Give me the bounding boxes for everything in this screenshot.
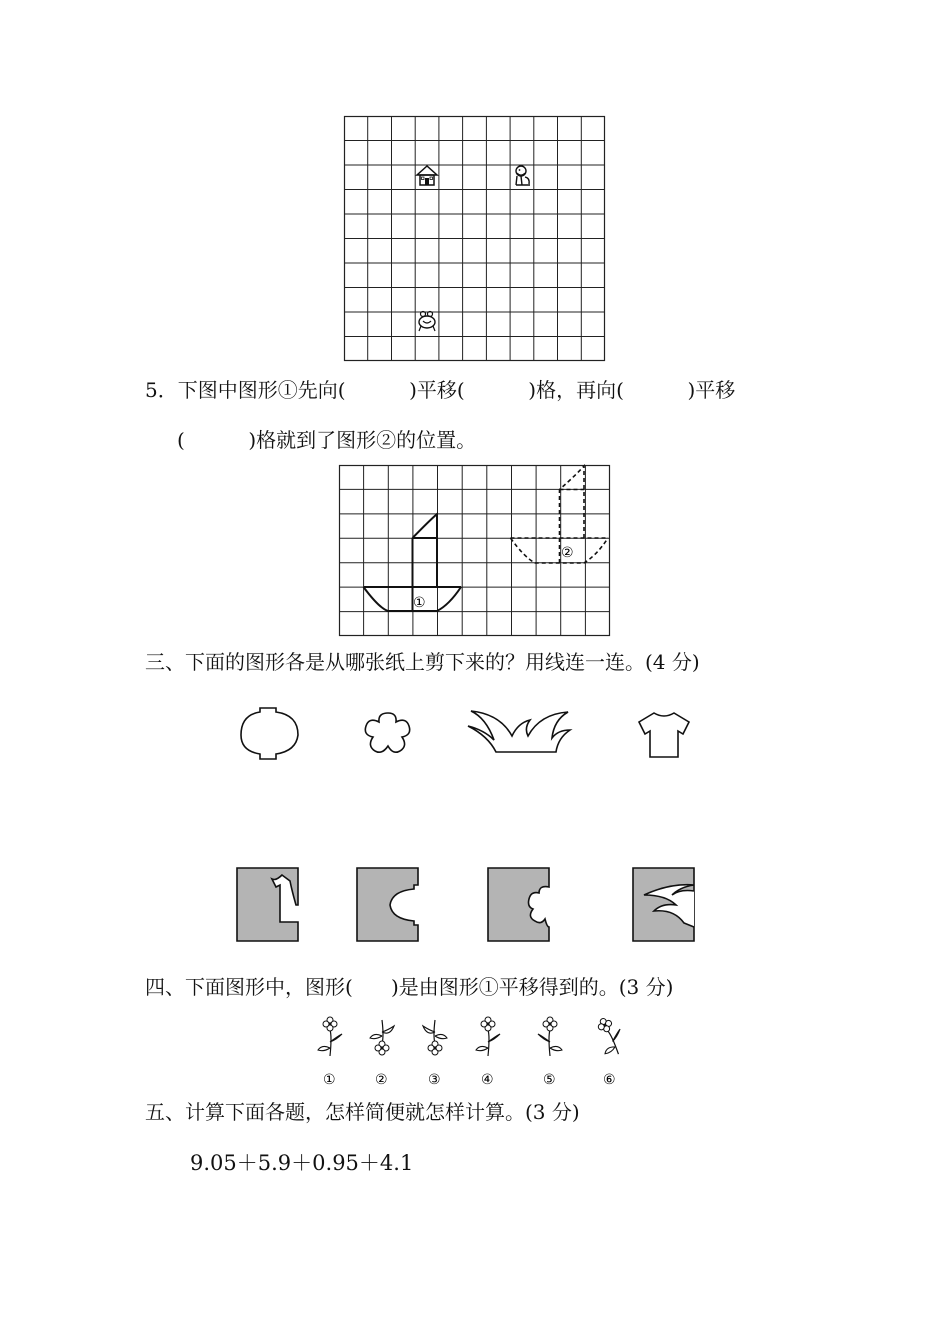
flower-option-6 [591, 1014, 629, 1059]
frog-icon [419, 312, 435, 332]
shape-two-label: ② [561, 545, 574, 561]
section4-title: 四、下面图形中，图形( )是由图形①平移得到的。(3 分) [145, 975, 674, 999]
lantern-shape [238, 705, 302, 761]
flower-cutout-card [487, 867, 551, 943]
shape-two [511, 466, 609, 563]
q5-line1: 5．下图中图形①先向( )平移( )格，再向( )平移 [145, 378, 736, 402]
flower-option-2 [370, 1020, 394, 1055]
flower-label-5: ⑤ [543, 1072, 556, 1088]
lantern-cutout-card [356, 867, 420, 943]
calc-expression: 9.05＋5.9＋0.95＋4.1 [190, 1151, 414, 1175]
flower-option-1 [318, 1017, 342, 1056]
house-icon [417, 166, 437, 185]
flower-options [310, 1012, 640, 1090]
section3-title: 三、下面的图形各是从哪张纸上剪下来的？用线连一连。(4 分) [145, 650, 700, 674]
shirt-cutout-card [236, 867, 300, 943]
flower-shape [360, 710, 416, 756]
section5-title: 五、计算下面各题，怎样简便就怎样计算。(3 分) [145, 1100, 580, 1124]
flower-label-1: ① [323, 1072, 336, 1088]
flower-option-4 [476, 1017, 500, 1056]
flower-label-6: ⑥ [603, 1072, 616, 1088]
grass-shape [466, 708, 572, 756]
shirt-shape [636, 710, 692, 760]
flower-label-2: ② [375, 1072, 388, 1088]
shape-one-label: ① [413, 595, 426, 611]
puppy-icon [516, 166, 530, 185]
grass-cutout-card [632, 867, 696, 943]
flower-option-3 [423, 1020, 447, 1055]
translation-grid [339, 465, 611, 637]
position-grid [344, 116, 606, 362]
flower-label-4: ④ [481, 1072, 494, 1088]
flower-label-3: ③ [428, 1072, 441, 1088]
q5-line2: ( )格就到了图形②的位置。 [177, 428, 477, 452]
flower-option-5 [538, 1017, 562, 1056]
